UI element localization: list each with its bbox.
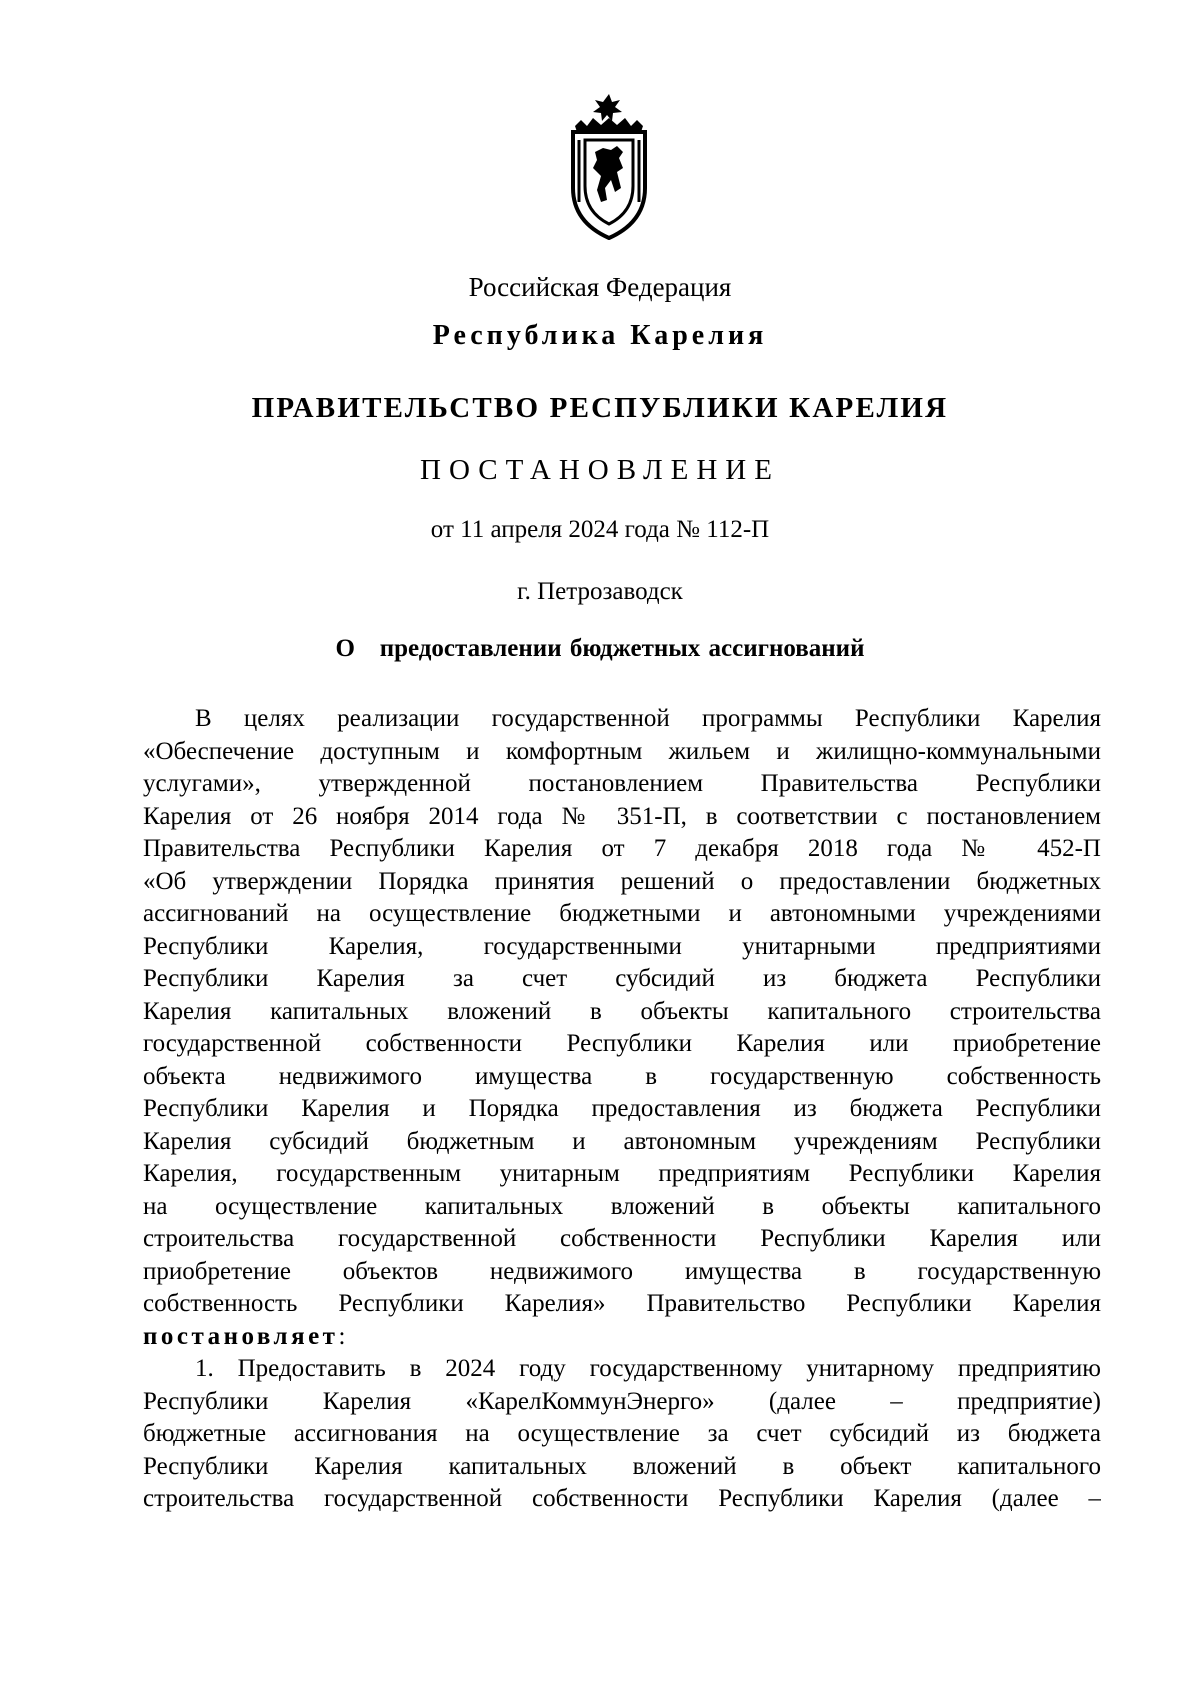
body-line: услугами», утвержденной постановлением Правительства Республики — [143, 770, 1101, 797]
body-line: Республики Карелия капитальных вложений в объект капитального — [143, 1452, 1101, 1480]
body-line: Республики Карелия «КарелКоммунЭнерго» (далее – предприятие) — [143, 1387, 1101, 1415]
resolves-word: постановляет — [143, 1322, 339, 1350]
body-line: Карелия капитальных вложений в объекты капитального строительства — [143, 997, 1101, 1025]
body-line: «Обеспечение доступным и комфортным жильем и жилищно-коммунальными — [143, 737, 1101, 765]
body-line: Карелия от 26 ноября 2014 года № 351-П, в соответствии с постановлением — [143, 802, 1101, 830]
body-line: Республики Карелия и Порядка предоставления из бюджета Республики — [143, 1095, 1101, 1122]
body-line: Карелия субсидий бюджетным и автономным учреждениям Республики — [143, 1127, 1101, 1155]
body-line: строительства государственной собственности Республики Карелия (далее – — [143, 1485, 1101, 1512]
body-line: приобретение объектов недвижимого имущества в государственную — [143, 1257, 1101, 1285]
body-line: В целях реализации государственной программы Республики Карелия — [195, 705, 1101, 732]
karelia-coat-of-arms-icon — [567, 92, 651, 240]
document-subject: О предоставлении бюджетных ассигнований — [335, 635, 865, 662]
document-body — [143, 703, 1101, 1516]
document-type: ПОСТАНОВЛЕНИЕ — [420, 454, 780, 486]
city: г. Петрозаводск — [517, 578, 683, 605]
body-line: собственность Республики Карелия» Правительство Республики Карелия — [143, 1290, 1101, 1317]
resolves-line — [143, 1321, 1101, 1354]
body-line: на осуществление капитальных вложений в объекты капитального — [143, 1192, 1101, 1220]
body-line: Карелия, государственным унитарным предприятиям Республики Карелия — [143, 1160, 1101, 1187]
body-line: объекта недвижимого имущества в государственную собственность — [143, 1062, 1101, 1090]
body-line: ассигнований на осуществление бюджетными и автономными учреждениями — [143, 900, 1101, 927]
body-line: Республики Карелия за счет субсидий из бюджета Республики — [143, 965, 1101, 992]
government-title: ПРАВИТЕЛЬСТВО РЕСПУБЛИКИ КАРЕЛИЯ — [251, 392, 949, 424]
republic-name: Республика Карелия — [432, 320, 768, 351]
body-line: бюджетные ассигнования на осуществление за счет субсидий из бюджета — [143, 1420, 1101, 1447]
item-1 — [143, 1353, 1101, 1516]
body-line: Республики Карелия, государственными унитарными предприятиями — [143, 932, 1101, 960]
body-line: строительства государственной собственности Республики Карелия или — [143, 1225, 1101, 1252]
country-name: Российская Федерация — [468, 272, 732, 302]
date-and-number: от 11 апреля 2024 года № 112-П — [430, 516, 770, 543]
body-line: «Об утверждении Порядка принятия решений о предоставлении бюджетных — [143, 867, 1101, 895]
resolves-punct: : — [338, 1322, 346, 1350]
body-line: государственной собственности Республики Карелия или приобретение — [143, 1030, 1101, 1057]
body-line: 1. Предоставить в 2024 году государственному унитарному предприятию — [195, 1355, 1101, 1382]
body-line: Правительства Республики Карелия от 7 декабря 2018 года № 452-П — [143, 835, 1101, 862]
preamble — [143, 703, 1101, 1353]
